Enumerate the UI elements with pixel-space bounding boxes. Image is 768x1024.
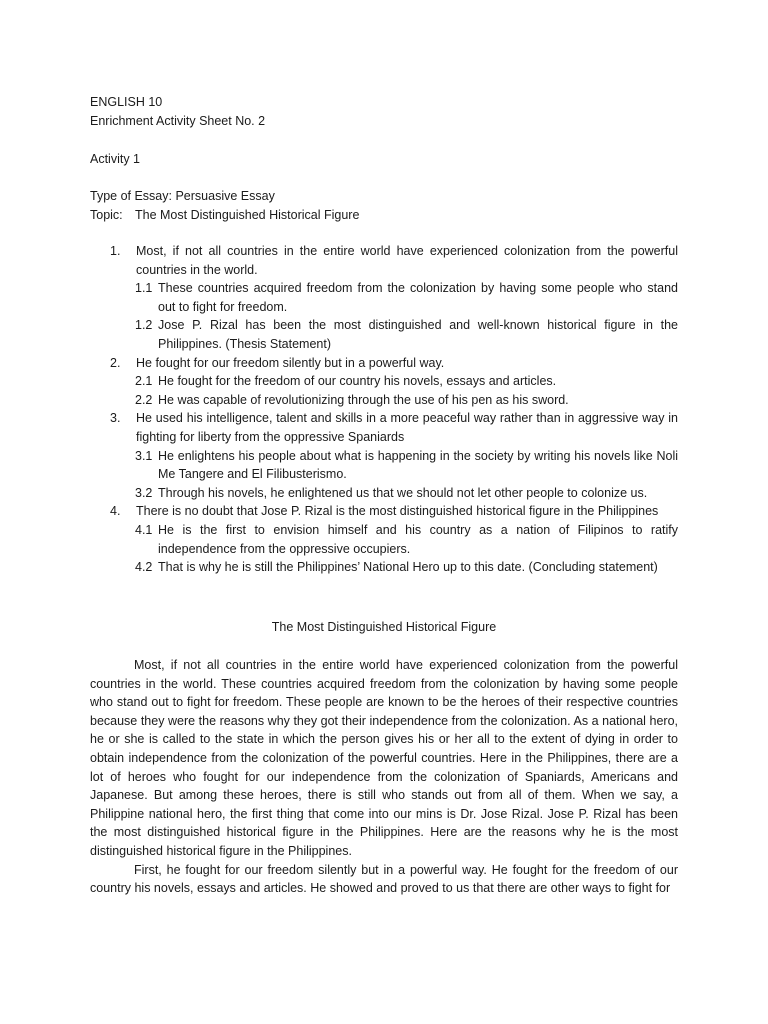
- topic-label: Topic:: [90, 208, 123, 222]
- outline-subitem: [90, 391, 678, 410]
- outline-subitem-text: These countries acquired freedom from the colonization by having some people who stand out to fight for freedom.: [158, 281, 678, 314]
- outline-item-text: There is no doubt that Jose P. Rizal is the most distinguished historical figure in the Philippines: [136, 504, 659, 519]
- outline-subitem-text: He was capable of revolutionizing through the use of his pen as his sword.: [158, 392, 569, 407]
- outline-subitem: [90, 279, 678, 316]
- outline-item-text: He fought for our freedom silently but in a powerful way.: [136, 355, 445, 370]
- outline-item-text: He used his intelligence, talent and skills in a more peaceful way rather than in aggressive way in fighting for liberty from the oppressive Spaniards: [136, 411, 678, 444]
- activity-heading: Activity 1: [90, 152, 141, 166]
- outline-subitem: [90, 447, 678, 484]
- essay-title: The Most Distinguished Historical Figure: [271, 620, 497, 634]
- essay-body: [90, 656, 678, 898]
- outline-subitem: [90, 484, 678, 503]
- outline-subitem-number: 4.2: [135, 560, 153, 575]
- outline-subitem-number: 1.1: [135, 281, 153, 296]
- outline-item-number: 3.: [110, 411, 121, 426]
- outline-subitem-number: 4.1: [135, 522, 153, 537]
- outline-item-text: Most, if not all countries in the entire world have experienced colonization from the powerful countries in the world.: [136, 244, 678, 277]
- outline-subitem-text: He fought for the freedom of our country his novels, essays and articles.: [158, 374, 557, 389]
- essay-type-line: [90, 187, 275, 205]
- outline-subitem-text: Jose P. Rizal has been the most distinguished and well-known historical figure in the Philippines. (Thesis Statement): [158, 318, 678, 351]
- outline-subitem-text: He is the first to envision himself and his country as a nation of Filipinos to ratify independence from the oppressive occupiers.: [158, 522, 678, 556]
- essay-paragraph: Most, if not all countries in the entire world have experienced colonization from the powerful countries in the world. These countries acquired freedom from the colonization by having some people who stand out to fight for freedom. These people are known to be the heroes of their respective countries because they were the reasons why they got their independence from the colonization. As a national hero, he or she is called to the state in which the person gives his or her all to the extent of dying in order to obtain independence from the colonization of the powerful countries. Here in the Philippines, there are a lot of heroes who fought for our independence from the colonization of Spaniards, Americans and Japanese. But among these heroes, there is still who stands out from all of them. When we say, a Philippine national hero, the first thing that come into our mins is Dr. Jose Rizal. Jose P. Rizal has been the most distinguished historical figure in the Philippines. Here are the reasons why he is the most distinguished historical figure in the Philippines.: [90, 658, 678, 858]
- course-title: ENGLISH 10: [90, 95, 163, 109]
- essay-paragraph: First, he fought for our freedom silently but in a powerful way. He fought for the freedom of our country his novels, essays and articles. He showed and proved to us that there are other ways to fight for: [90, 862, 678, 896]
- outline-subitem: [90, 558, 678, 577]
- outline-subitem-number: 3.2: [135, 485, 153, 500]
- essay-outline: [90, 242, 678, 577]
- outline-subitem-number: 2.2: [135, 392, 153, 407]
- outline-subitem-number: 2.1: [135, 374, 153, 389]
- outline-subitem-text: Through his novels, he enlightened us that we should not let other people to colonize us.: [158, 485, 648, 500]
- outline-item: [90, 242, 678, 279]
- outline-subitem-number: 3.1: [135, 448, 153, 463]
- outline-item-number: 1.: [110, 244, 121, 258]
- sheet-title: Enrichment Activity Sheet No. 2: [90, 114, 266, 128]
- outline-item-number: 4.: [110, 504, 121, 519]
- outline-item: [90, 409, 678, 446]
- topic-line: [90, 206, 359, 224]
- essay-type-label: Type of Essay:: [90, 189, 172, 203]
- topic-value: The Most Distinguished Historical Figure: [135, 208, 360, 222]
- outline-subitem-number: 1.2: [135, 318, 153, 333]
- outline-item: [90, 354, 678, 373]
- essay-type-value: Persuasive Essay: [175, 189, 275, 203]
- outline-subitem: [90, 372, 678, 391]
- outline-subitem-text: That is why he is still the Philippines’ National Hero up to this date. (Concluding statement): [158, 560, 658, 575]
- outline-item: [90, 502, 678, 521]
- outline-subitem: [90, 521, 678, 558]
- outline-item-number: 2.: [110, 355, 121, 370]
- outline-subitem-text: He enlightens his people about what is happening in the society by writing his novels like Noli Me Tangere and El Filibusterismo.: [158, 448, 678, 482]
- outline-subitem: [90, 316, 678, 353]
